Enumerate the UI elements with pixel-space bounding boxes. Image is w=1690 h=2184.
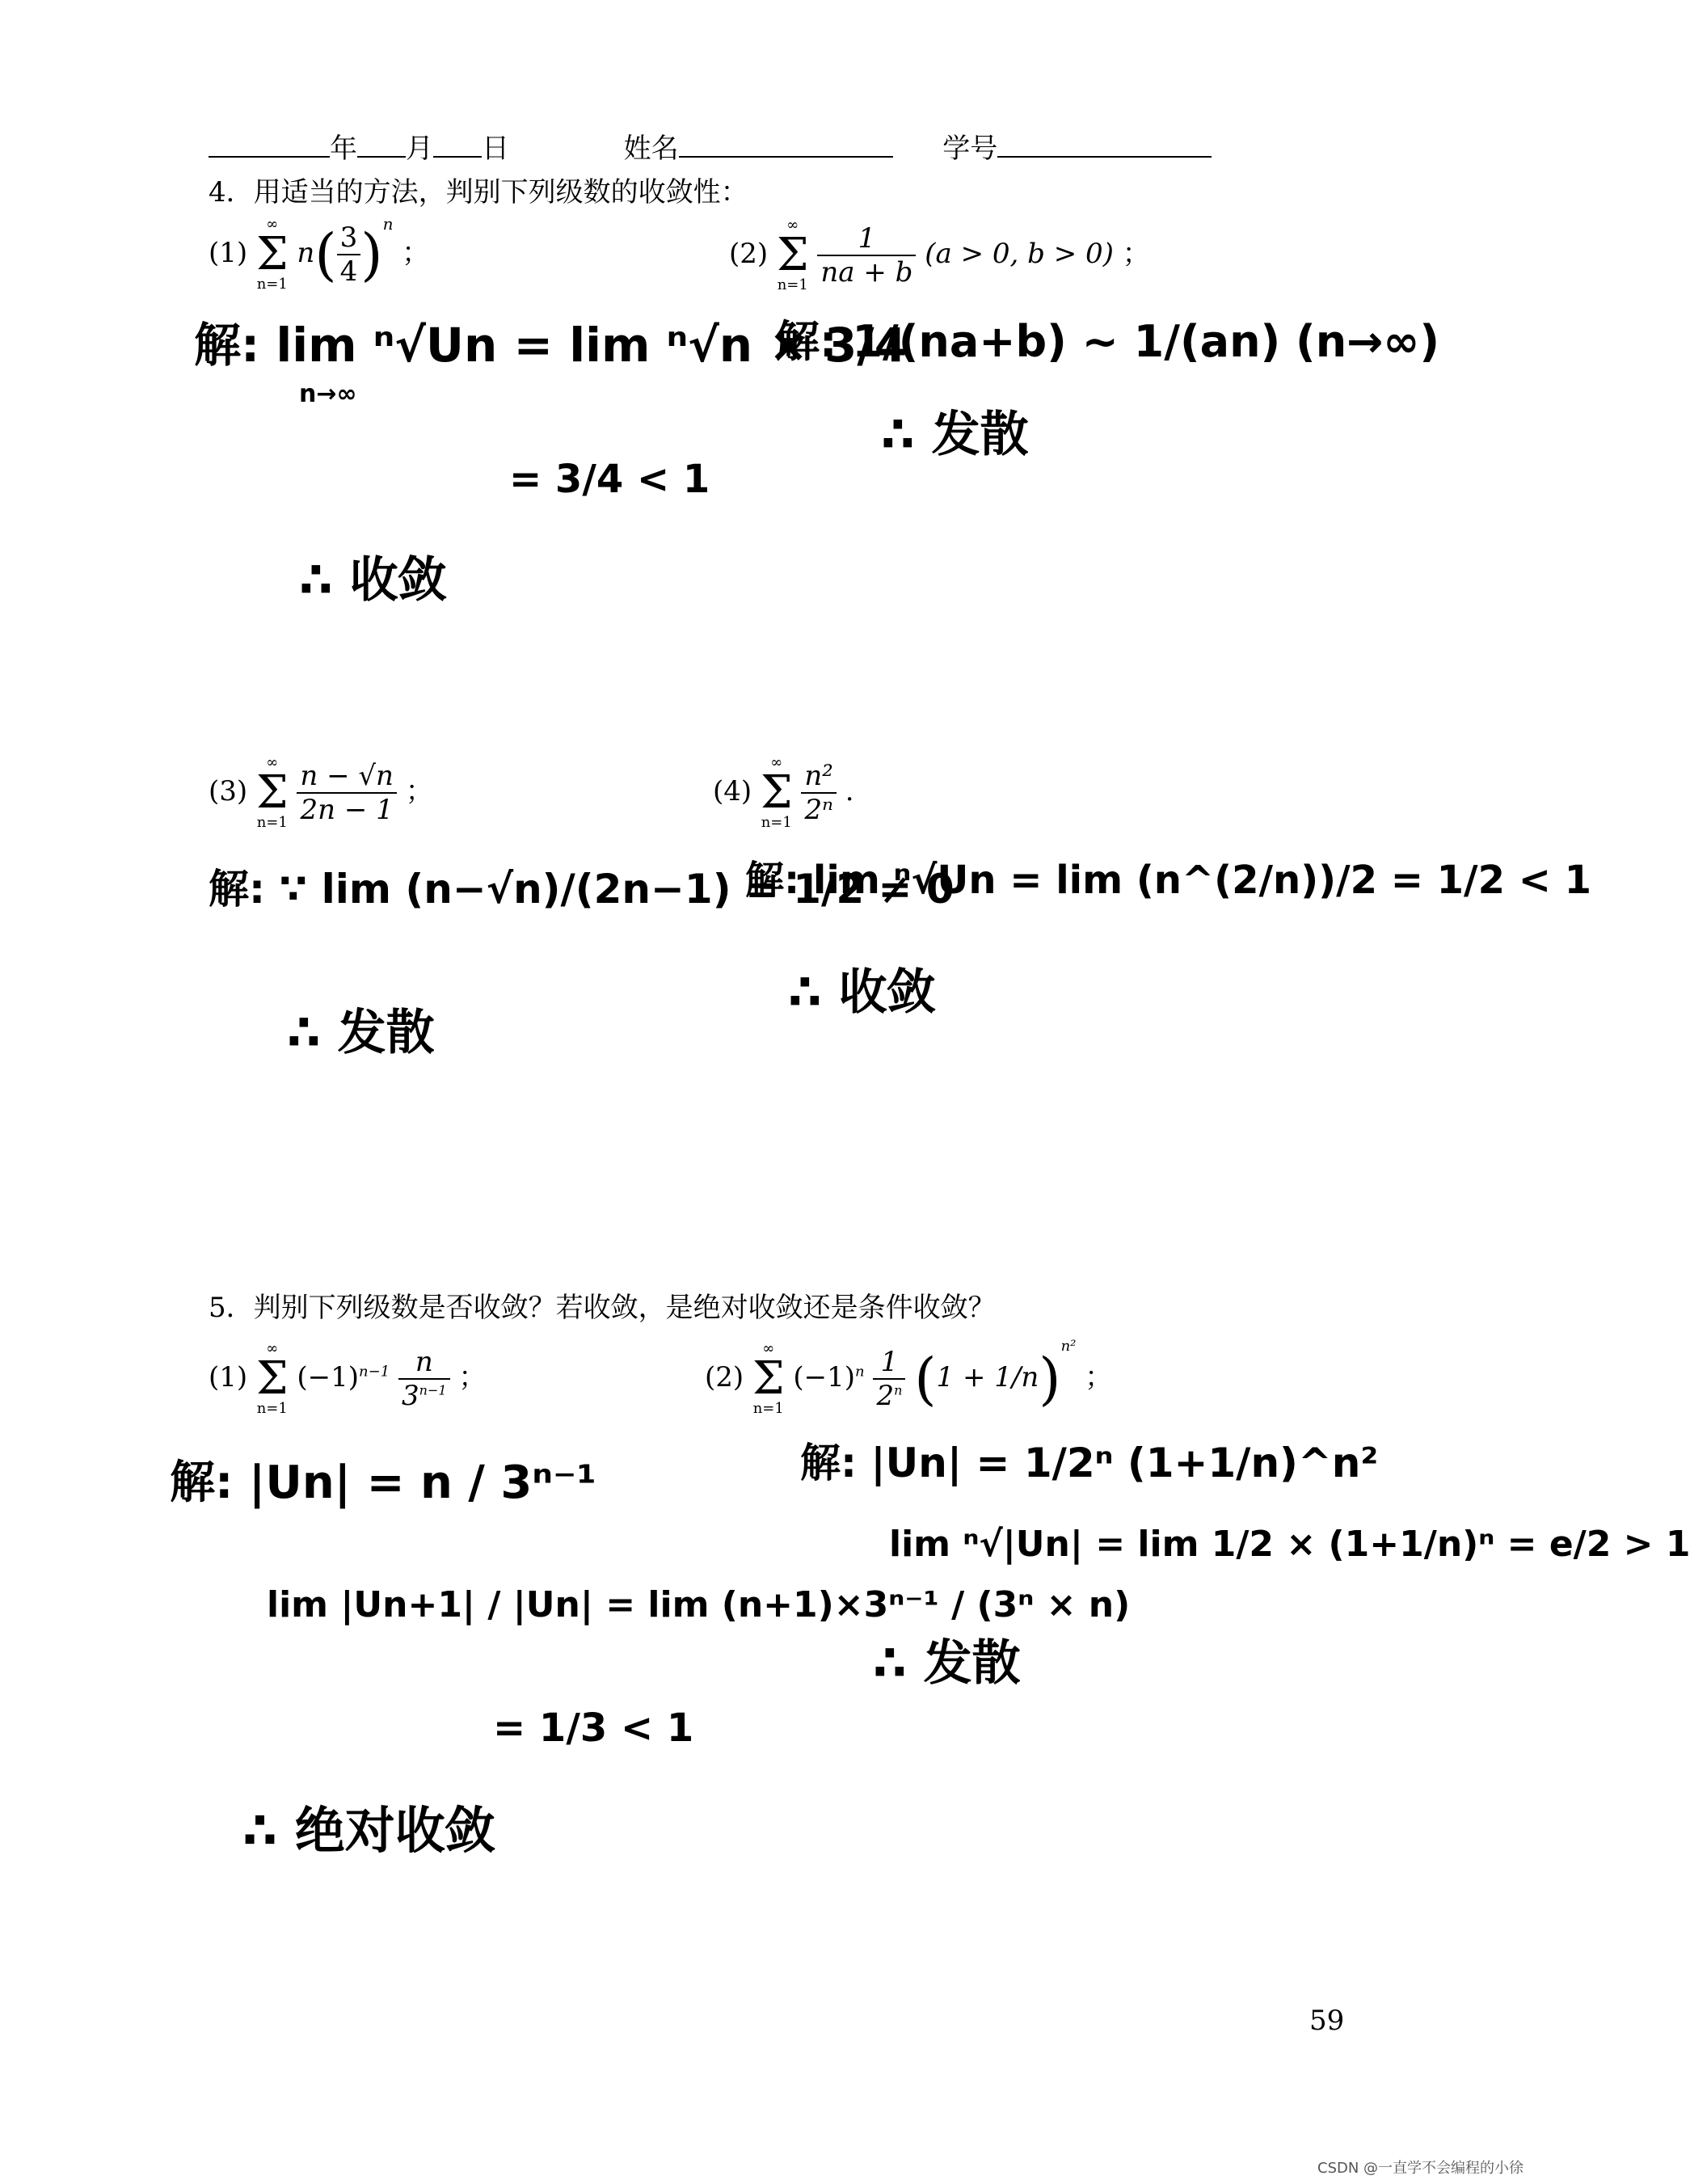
q5-title: 5．判别下列级数是否收敛？若收敛，是绝对收敛还是条件收敛？	[209, 1292, 996, 1324]
day-label: 日	[482, 133, 509, 165]
watermark: CSDN @一直学不会编程的小徐	[1317, 2160, 1524, 2177]
q4-p2-label: (2)	[729, 238, 769, 270]
sum-symbol: ∞ Σ n=1	[776, 217, 809, 293]
header-line	[209, 126, 1212, 166]
q4-p1-n: n	[297, 237, 315, 269]
year-blank	[209, 132, 330, 158]
year-label: 年	[330, 133, 357, 165]
sum-symbol: ∞ Σ n=1	[752, 1340, 785, 1417]
q5-p1-frac: $\frac{n}{3^{n-1}}$	[398, 1346, 450, 1412]
q4-a1-line2: = 3/4 < 1	[509, 457, 710, 502]
id-label: 学号	[942, 133, 998, 165]
q4-a2-line1: 解: 1/(na+b) ~ 1/(an) (n→∞)	[776, 316, 1440, 367]
q5-a1-line1: 解: |Un| = n / 3ⁿ⁻¹	[170, 1457, 596, 1509]
q5-p1-sign-exp: n−1	[359, 1363, 390, 1381]
q4-p3-frac: $\frac{n - √n}{2n - 1}$	[297, 760, 397, 826]
q4-a3-conclusion: ∴ 发散	[287, 1005, 435, 1061]
q4-a1-conclusion: ∴ 收敛	[299, 552, 447, 609]
q4-a1-line1: 解: lim ⁿ√Un = lim ⁿ√n × 3/4	[194, 318, 907, 373]
q4-problem-1: (1) ∞ Σ n=1 n( $\frac{3}{4}$ )$^n$ ；	[209, 214, 430, 293]
name-blank	[679, 132, 893, 158]
id-blank	[997, 132, 1212, 158]
day-blank	[433, 132, 482, 158]
q4-a4-conclusion: ∴ 收敛	[788, 964, 936, 1021]
q5-a2-line1: 解: |Un| = 1/2ⁿ (1+1/n)^n²	[800, 1440, 1379, 1486]
q5-a1-conclusion: ∴ 绝对收敛	[242, 1801, 495, 1860]
q4-problem-2: (2) ∞ Σ n=1 $\frac{1}{na + b}$ (a > 0, b > 0) ；	[729, 217, 1150, 293]
name-label: 姓名	[623, 133, 679, 165]
q4-a4-line1: 解: lim ⁿ√Un = lim (n^(2/n))/2 = 1/2 < 1	[745, 858, 1592, 903]
q4-title: 4．用适当的方法，判别下列级数的收敛性：	[209, 176, 748, 209]
sum-symbol: ∞ Σ n=1	[255, 754, 289, 831]
q5-p2-frac: $\frac{1}{2^n}$	[873, 1346, 905, 1412]
sum-symbol: ∞ Σ n=1	[255, 216, 289, 293]
q4-problem-4: (4) ∞ Σ n=1 $\frac{\text{n²}}{\text{2ⁿ}}$ .	[713, 754, 854, 831]
q5-p2-sign-exp: n	[855, 1363, 865, 1381]
page-number: 59	[1309, 2005, 1345, 2037]
q5-problem-2: (2) ∞ Σ n=1 $(-1)^n$ $\frac{1}{2^n}$ $(1 + 1/n)^{n^2}$ ；	[705, 1338, 1113, 1417]
q4-p1-frac: $\frac{3}{4}$	[337, 221, 361, 288]
q4-p4-frac: $\frac{\text{n²}}{\text{2ⁿ}}$	[801, 760, 837, 826]
q4-p2-cond: (a > 0, b > 0)	[925, 238, 1114, 270]
q4-p1-exp: n	[382, 214, 394, 234]
q5-p1-label: (1)	[209, 1361, 248, 1393]
q4-p4-label: (4)	[713, 775, 752, 807]
sum-symbol: ∞ Σ n=1	[255, 1340, 289, 1417]
q5-p2-label: (2)	[705, 1361, 744, 1393]
q4-a2-conclusion: ∴ 发散	[881, 407, 1029, 463]
q4-p2-frac: $\frac{1}{na + b}$	[817, 222, 916, 289]
q4-p1-label: (1)	[209, 237, 248, 269]
q4-a1-sub: n→∞	[299, 380, 357, 408]
q5-a1-line3: = 1/3 < 1	[493, 1705, 694, 1751]
q4-problem-3: (3) ∞ Σ n=1 $\frac{n - √n}{2n - 1}$ ；	[209, 754, 433, 831]
q5-a2-conclusion: ∴ 发散	[873, 1635, 1021, 1692]
q4-a3-line1: 解: ∵ lim (n−√n)/(2n−1) = 1/2 ≠ 0	[209, 866, 955, 913]
sum-symbol: ∞ Σ n=1	[760, 754, 793, 831]
q5-p2-sign: (−1)	[793, 1361, 856, 1393]
q5-p2-paren-exp: n²	[1060, 1338, 1077, 1355]
month-label: 月	[406, 133, 433, 165]
q5-a1-line2: lim |Un+1| / |Un| = lim (n+1)×3ⁿ⁻¹ / (3ⁿ × n)	[267, 1584, 1131, 1625]
q5-problem-1: (1) ∞ Σ n=1 $(-1)^{n-1}$ $\frac{n}{3^{n-1}}$ ；	[209, 1340, 487, 1417]
q5-p1-sign: (−1)	[297, 1361, 360, 1393]
q5-a2-line2: lim ⁿ√|Un| = lim 1/2 × (1+1/n)ⁿ = e/2 > 1	[889, 1524, 1690, 1565]
month-blank	[357, 132, 406, 158]
q4-p3-label: (3)	[209, 775, 248, 807]
q5-p2-paren: 1 + 1/n	[936, 1361, 1039, 1393]
